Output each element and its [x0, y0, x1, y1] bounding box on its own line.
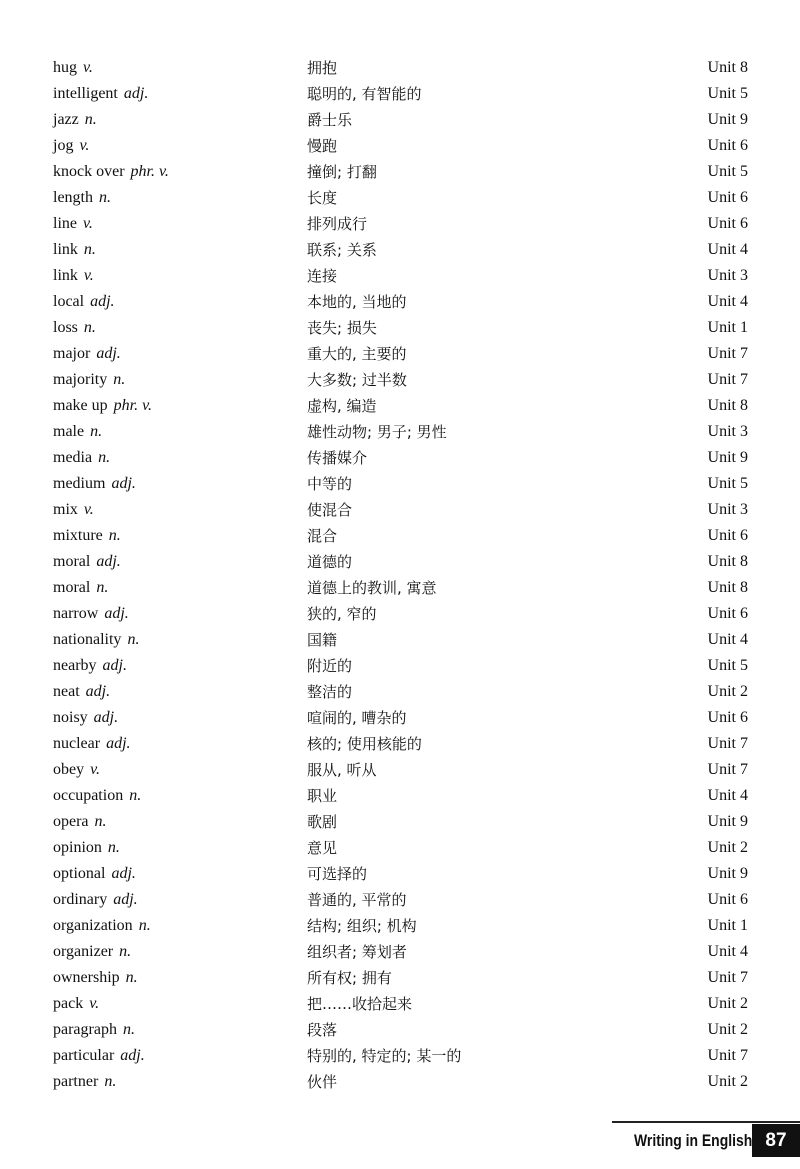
entry-word: mix — [53, 501, 78, 518]
entry-unit: Unit 4 — [707, 293, 748, 310]
entry-headword — [53, 887, 138, 913]
entry-headword — [53, 315, 96, 341]
glossary-entry — [0, 549, 800, 575]
entry-unit: Unit 4 — [707, 631, 748, 648]
entry-meaning: 喧闹的, 嘈杂的 — [307, 709, 407, 727]
entry-unit: Unit 6 — [707, 527, 748, 544]
entry-word: opera — [53, 813, 89, 830]
glossary-entry — [0, 211, 800, 237]
glossary-entry — [0, 783, 800, 809]
entry-headword — [53, 237, 96, 263]
entry-meaning: 结构; 组织; 机构 — [307, 917, 417, 935]
entry-unit: Unit 8 — [707, 579, 748, 596]
entry-meaning: 道德的 — [307, 553, 353, 571]
entry-headword — [53, 835, 120, 861]
entry-word: ordinary — [53, 891, 108, 908]
entry-part-of-speech: adj. — [104, 605, 129, 622]
entry-word: occupation — [53, 787, 124, 804]
glossary-entry — [0, 887, 800, 913]
entry-part-of-speech: adj. — [111, 865, 136, 882]
entry-headword — [53, 289, 115, 315]
entry-headword — [53, 107, 97, 133]
entry-word: organizer — [53, 943, 114, 960]
entry-headword — [53, 575, 108, 601]
glossary-entry — [0, 965, 800, 991]
entry-unit: Unit 5 — [707, 163, 748, 180]
entry-part-of-speech: adj. — [113, 891, 138, 908]
entry-meaning: 狭的, 窄的 — [307, 605, 377, 623]
entry-unit: Unit 4 — [707, 787, 748, 804]
page-number: 87 — [752, 1124, 800, 1157]
entry-word: opinion — [53, 839, 102, 856]
entry-unit: Unit 4 — [707, 943, 748, 960]
glossary-entry — [0, 705, 800, 731]
glossary-entry — [0, 627, 800, 653]
entry-unit: Unit 7 — [707, 345, 748, 362]
entry-headword — [53, 445, 110, 471]
entry-meaning: 服从, 听从 — [307, 761, 377, 779]
entry-meaning: 拥抱 — [307, 59, 338, 77]
entry-part-of-speech: phr. v. — [113, 397, 153, 414]
entry-unit: Unit 7 — [707, 1047, 748, 1064]
entry-word: loss — [53, 319, 78, 336]
entry-meaning: 联系; 关系 — [307, 241, 377, 259]
entry-meaning: 意见 — [307, 839, 338, 857]
entry-headword — [53, 913, 151, 939]
glossary-entry — [0, 991, 800, 1017]
glossary-entry — [0, 315, 800, 341]
entry-part-of-speech: adj. — [93, 709, 119, 726]
entry-part-of-speech: v. — [79, 137, 90, 154]
glossary-entry — [0, 81, 800, 107]
entry-unit: Unit 9 — [707, 449, 748, 466]
entry-word: narrow — [53, 605, 99, 622]
entry-word: intelligent — [53, 85, 118, 102]
entry-unit: Unit 8 — [707, 553, 748, 570]
entry-part-of-speech: adj. — [123, 85, 149, 102]
entry-word: paragraph — [53, 1021, 117, 1038]
entry-headword — [53, 861, 136, 887]
entry-word: ownership — [53, 969, 120, 986]
entry-headword — [53, 991, 99, 1017]
entry-headword — [53, 263, 94, 289]
entry-meaning: 特别的, 特定的; 某一的 — [307, 1047, 462, 1065]
entry-headword — [53, 471, 136, 497]
entry-part-of-speech: v. — [83, 501, 94, 518]
entry-part-of-speech: n. — [83, 319, 96, 336]
entry-word: length — [53, 189, 93, 206]
entry-part-of-speech: n. — [127, 631, 140, 648]
entry-word: mixture — [53, 527, 103, 544]
entry-unit: Unit 2 — [707, 995, 748, 1012]
entry-meaning: 伙伴 — [307, 1073, 338, 1091]
entry-meaning: 可选择的 — [307, 865, 368, 883]
glossary-entry — [0, 731, 800, 757]
entry-part-of-speech: v. — [89, 995, 100, 1012]
entry-word: medium — [53, 475, 106, 492]
entry-meaning: 撞倒; 打翻 — [307, 163, 377, 181]
entry-word: particular — [53, 1047, 115, 1064]
entry-part-of-speech: adj. — [90, 293, 115, 310]
entry-part-of-speech: v. — [83, 215, 93, 232]
entry-unit: Unit 7 — [707, 761, 748, 778]
entry-part-of-speech: n. — [107, 839, 120, 856]
entry-meaning: 丧失; 损失 — [307, 319, 377, 337]
entry-unit: Unit 9 — [707, 813, 748, 830]
entry-meaning: 附近的 — [307, 657, 353, 675]
entry-unit: Unit 3 — [707, 267, 748, 284]
glossary-entry — [0, 133, 800, 159]
entry-meaning: 本地的, 当地的 — [307, 293, 407, 311]
entry-meaning: 混合 — [307, 527, 338, 545]
entry-word: knock over — [53, 163, 125, 180]
entry-word: partner — [53, 1073, 99, 1090]
entry-unit: Unit 6 — [707, 709, 748, 726]
entry-unit: Unit 2 — [707, 1021, 748, 1038]
entry-part-of-speech: adj. — [111, 475, 136, 492]
entry-meaning: 雄性动物; 男子; 男性 — [307, 423, 447, 441]
glossary-entry — [0, 55, 800, 81]
entry-part-of-speech: adj. — [120, 1047, 145, 1064]
entry-meaning: 大多数; 过半数 — [307, 371, 407, 389]
entry-meaning: 传播媒介 — [307, 449, 368, 467]
entry-unit: Unit 4 — [707, 241, 748, 258]
entry-headword — [53, 185, 111, 211]
entry-meaning: 重大的, 主要的 — [307, 345, 407, 363]
entry-headword — [53, 133, 89, 159]
entry-unit: Unit 6 — [707, 215, 748, 232]
entry-unit: Unit 7 — [707, 969, 748, 986]
entry-unit: Unit 8 — [707, 59, 748, 76]
entry-headword — [53, 497, 94, 523]
entry-meaning: 聪明的, 有智能的 — [307, 85, 422, 103]
entry-meaning: 连接 — [307, 267, 338, 285]
glossary-entry — [0, 861, 800, 887]
glossary-entry — [0, 497, 800, 523]
entry-word: jazz — [53, 111, 79, 128]
entry-word: hug — [53, 59, 77, 76]
glossary-entry — [0, 445, 800, 471]
glossary-entry — [0, 1043, 800, 1069]
entry-meaning: 普通的, 平常的 — [307, 891, 407, 909]
entry-headword — [53, 367, 125, 393]
entry-unit: Unit 9 — [707, 865, 748, 882]
glossary-entry — [0, 653, 800, 679]
glossary-entry — [0, 601, 800, 627]
entry-headword — [53, 601, 129, 627]
entry-unit: Unit 9 — [707, 111, 748, 128]
entry-part-of-speech: n. — [96, 579, 109, 596]
entry-part-of-speech: n. — [122, 1021, 135, 1038]
entry-word: pack — [53, 995, 84, 1012]
glossary-entry — [0, 263, 800, 289]
entry-headword — [53, 419, 102, 445]
entry-unit: Unit 2 — [707, 683, 748, 700]
entry-word: optional — [53, 865, 106, 882]
entry-part-of-speech: n. — [125, 969, 138, 986]
entry-part-of-speech: adj. — [96, 345, 121, 362]
entry-meaning: 中等的 — [307, 475, 353, 493]
entry-meaning: 爵士乐 — [307, 111, 353, 129]
entry-part-of-speech: n. — [84, 111, 97, 128]
entry-unit: Unit 7 — [707, 735, 748, 752]
glossary-entry — [0, 1017, 800, 1043]
entry-unit: Unit 6 — [707, 189, 748, 206]
glossary-entry — [0, 237, 800, 263]
entry-unit: Unit 1 — [707, 917, 748, 934]
entry-headword — [53, 549, 121, 575]
entry-headword — [53, 393, 152, 419]
entry-unit: Unit 5 — [707, 657, 748, 674]
entry-headword — [53, 705, 118, 731]
entry-word: link — [53, 267, 78, 284]
entry-headword — [53, 627, 139, 653]
glossary-list — [0, 55, 800, 1095]
entry-word: organization — [53, 917, 133, 934]
entry-part-of-speech: v. — [83, 267, 94, 284]
entry-part-of-speech: n. — [94, 813, 107, 830]
entry-word: moral — [53, 553, 91, 570]
entry-unit: Unit 7 — [707, 371, 748, 388]
entry-part-of-speech: adj. — [85, 683, 111, 700]
entry-headword — [53, 653, 127, 679]
entry-unit: Unit 3 — [707, 501, 748, 518]
entry-headword — [53, 1043, 145, 1069]
entry-meaning: 整洁的 — [307, 683, 353, 701]
entry-word: media — [53, 449, 93, 466]
glossary-entry — [0, 757, 800, 783]
entry-word: majority — [53, 371, 108, 388]
entry-unit: Unit 5 — [707, 85, 748, 102]
entry-unit: Unit 3 — [707, 423, 748, 440]
glossary-entry — [0, 835, 800, 861]
entry-word: make up — [53, 397, 108, 414]
glossary-entry — [0, 679, 800, 705]
page-footer — [612, 1121, 800, 1157]
entry-meaning: 道德上的教训, 寓意 — [307, 579, 437, 597]
entry-unit: Unit 2 — [707, 839, 748, 856]
glossary-entry — [0, 341, 800, 367]
book-title: Writing in English — [634, 1131, 753, 1150]
entry-headword — [53, 159, 169, 185]
entry-headword — [53, 523, 121, 549]
entry-headword — [53, 211, 93, 237]
entry-word: nationality — [53, 631, 122, 648]
entry-part-of-speech: n. — [113, 371, 126, 388]
entry-part-of-speech: n. — [90, 423, 103, 440]
glossary-entry — [0, 1069, 800, 1095]
entry-headword — [53, 757, 100, 783]
glossary-entry — [0, 159, 800, 185]
glossary-entry — [0, 471, 800, 497]
entry-headword — [53, 55, 93, 81]
entry-headword — [53, 1017, 135, 1043]
entry-unit: Unit 2 — [707, 1073, 748, 1090]
glossary-entry — [0, 107, 800, 133]
entry-headword — [53, 1069, 116, 1095]
entry-headword — [53, 341, 121, 367]
entry-part-of-speech: v. — [83, 59, 93, 76]
entry-meaning: 国籍 — [307, 631, 338, 649]
glossary-entry — [0, 393, 800, 419]
entry-meaning: 使混合 — [307, 501, 353, 519]
entry-word: noisy — [53, 709, 88, 726]
entry-meaning: 组织者; 筹划者 — [307, 943, 407, 961]
entry-part-of-speech: phr. v. — [130, 163, 169, 180]
entry-word: neat — [53, 683, 80, 700]
entry-headword — [53, 679, 110, 705]
entry-part-of-speech: adj. — [96, 553, 121, 570]
glossary-entry — [0, 575, 800, 601]
entry-part-of-speech: adj. — [102, 657, 127, 674]
entry-meaning: 排列成行 — [307, 215, 368, 233]
entry-word: jog — [53, 137, 74, 154]
entry-unit: Unit 1 — [707, 319, 748, 336]
glossary-entry — [0, 809, 800, 835]
entry-meaning: 段落 — [307, 1021, 338, 1039]
entry-word: line — [53, 215, 77, 232]
entry-word: nuclear — [53, 735, 101, 752]
entry-part-of-speech: n. — [98, 449, 111, 466]
entry-headword — [53, 783, 141, 809]
entry-word: nearby — [53, 657, 97, 674]
entry-part-of-speech: n. — [129, 787, 142, 804]
entry-meaning: 把……收拾起来 — [307, 995, 413, 1013]
entry-meaning: 虚构, 编造 — [307, 397, 377, 415]
entry-meaning: 歌剧 — [307, 813, 338, 831]
entry-unit: Unit 5 — [707, 475, 748, 492]
entry-headword — [53, 965, 138, 991]
entry-unit: Unit 6 — [707, 891, 748, 908]
entry-unit: Unit 6 — [707, 137, 748, 154]
entry-word: major — [53, 345, 91, 362]
entry-part-of-speech: v. — [90, 761, 101, 778]
glossary-entry — [0, 367, 800, 393]
entry-headword — [53, 809, 107, 835]
entry-meaning: 慢跑 — [307, 137, 338, 155]
entry-meaning: 所有权; 拥有 — [307, 969, 392, 987]
entry-headword — [53, 731, 131, 757]
glossary-entry — [0, 185, 800, 211]
entry-part-of-speech: n. — [119, 943, 132, 960]
glossary-entry — [0, 419, 800, 445]
entry-headword — [53, 939, 131, 965]
entry-part-of-speech: n. — [108, 527, 121, 544]
entry-word: local — [53, 293, 85, 310]
entry-word: obey — [53, 761, 85, 778]
footer-rule — [612, 1121, 800, 1123]
entry-word: link — [53, 241, 78, 258]
entry-part-of-speech: n. — [83, 241, 96, 258]
glossary-entry — [0, 913, 800, 939]
entry-unit: Unit 8 — [707, 397, 748, 414]
entry-meaning: 长度 — [307, 189, 338, 207]
entry-word: male — [53, 423, 85, 440]
entry-meaning: 核的; 使用核能的 — [307, 735, 422, 753]
entry-part-of-speech: n. — [104, 1073, 117, 1090]
glossary-entry — [0, 289, 800, 315]
entry-word: moral — [53, 579, 91, 596]
entry-unit: Unit 6 — [707, 605, 748, 622]
entry-meaning: 职业 — [307, 787, 338, 805]
glossary-entry — [0, 523, 800, 549]
entry-part-of-speech: adj. — [106, 735, 131, 752]
glossary-entry — [0, 939, 800, 965]
entry-part-of-speech: n. — [138, 917, 151, 934]
entry-headword — [53, 81, 148, 107]
entry-part-of-speech: n. — [99, 189, 111, 206]
